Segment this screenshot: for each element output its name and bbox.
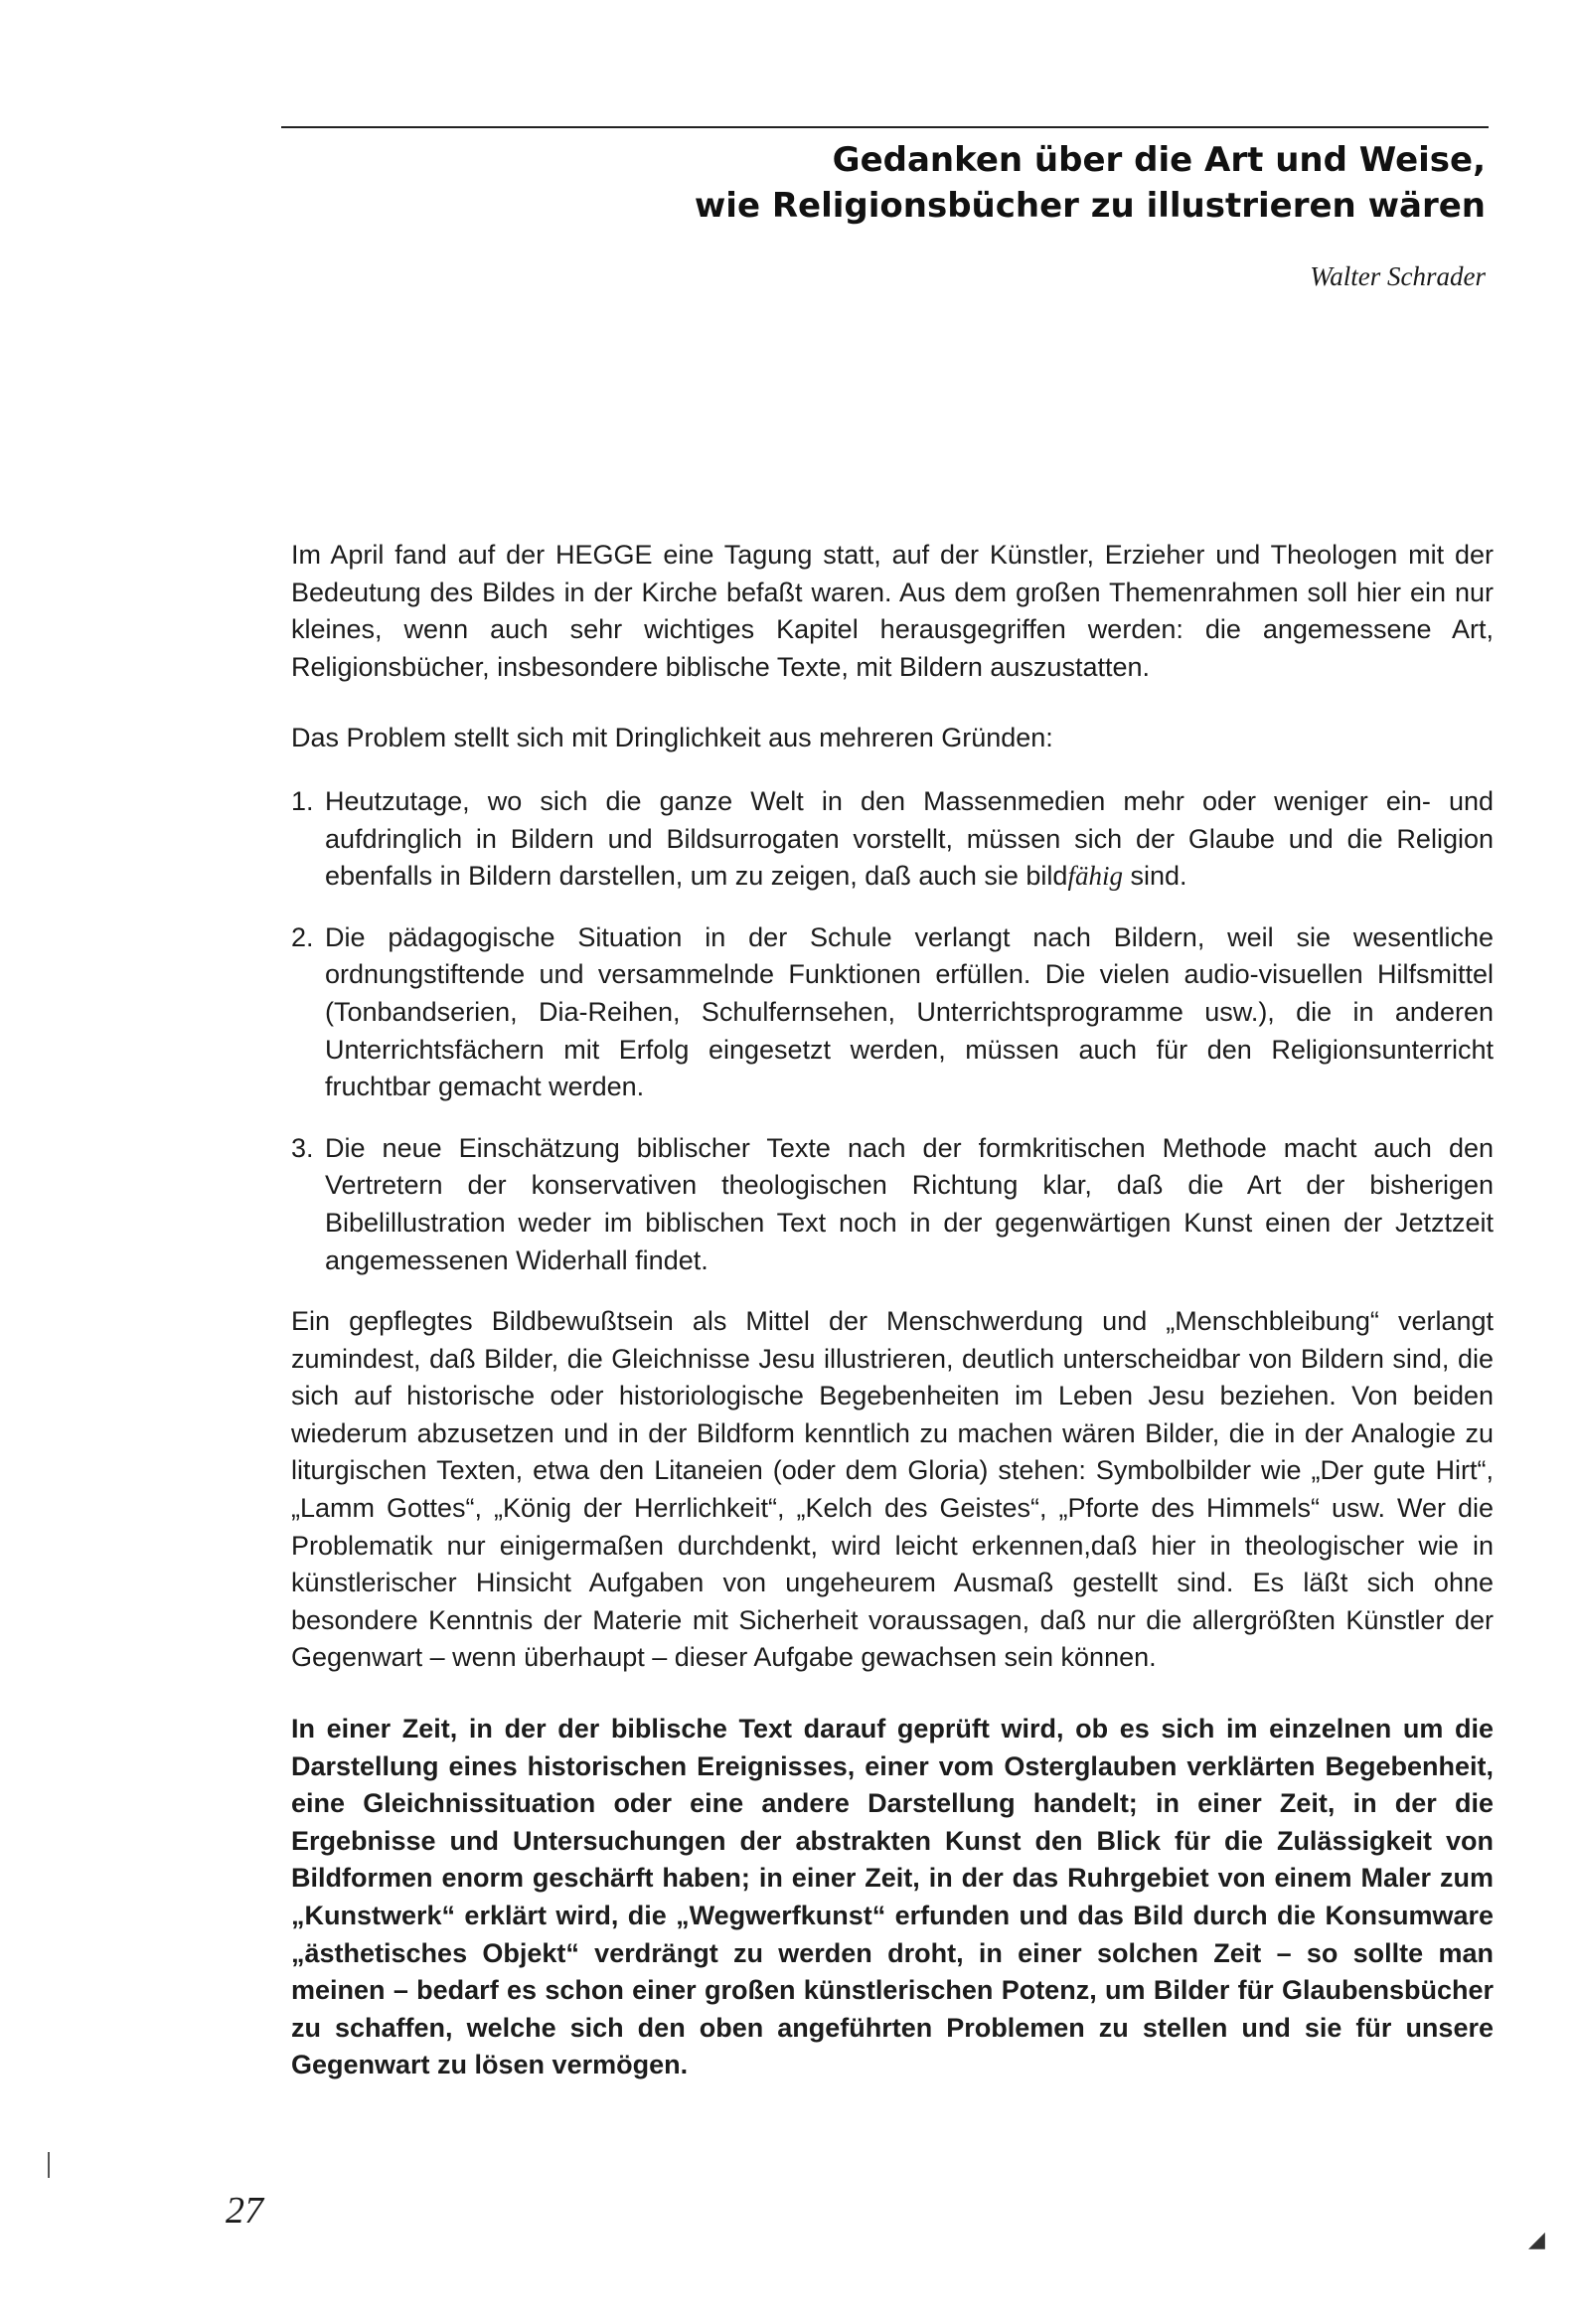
emphasis-text: fähig bbox=[1067, 861, 1123, 892]
list-item-text: Die pädagogische Situation in der Schule verlangt nach Bildern, weil sie wesentliche ordnungstiftende und versammelnde Funktionen erfüllen. Die vielen audio-visuellen Hilfsmittel (Tonbandserien, Dia-Reihen, Schulfernsehen, Unterrichtsprogramme usw.), die in anderen Unterrichtsfächern mit Erfolg eingesetzt werden, müssen auch für den Religionsunterricht fruchtbar gemacht werden. bbox=[325, 921, 1494, 1102]
article-title-line-2: wie Religionsbücher zu illustrieren wären bbox=[694, 186, 1486, 226]
article-author: Walter Schrader bbox=[1310, 261, 1486, 291]
corner-mark: ◢ bbox=[1528, 2227, 1545, 2251]
header-rule bbox=[281, 126, 1489, 128]
list-item-number: 1. bbox=[291, 785, 314, 816]
problem-paragraph: Das Problem stellt sich mit Dringlichkeit aus mehreren Gründen: bbox=[291, 723, 1053, 753]
bildbewusstsein-paragraph: Ein gepflegtes Bildbewußtsein als Mittel der Menschwerdung und „Menschbleibung“ verlangt zumindest, daß Bilder, die Gleichnisse Jesu illustrieren, deutlich unterscheidbar von Bildern sind, die sich auf historische oder historiologische Begebenheiten im Leben Jesu beziehen. Von beiden wiederum abzusetzen und in der Bildform kenntlich zu machen wären Bilder, die in der Analogie zu liturgischen Texten, etwa den Litaneien (oder dem Gloria) stehen: Symbolbilder wie „Der gute Hirt“, „Lamm Gottes“, „König der Herrlichkeit“, „Kelch des Geistes“, „Pforte des Himmels“ usw. Wer die Problematik nur einigermaßen durchdenkt, wird leicht erkennen,daß hier in theologischer wie in künstlerischer Hinsicht Aufgaben von ungeheurem Ausmaß gestellt sind. Es läßt sich ohne besondere Kenntnis der Materie mit Sicherheit voraussagen, daß nur die allergrößten Künstler der Gegenwart – wenn überhaupt – dieser Aufgabe gewachsen sein können. bbox=[291, 1306, 1494, 1673]
list-item bbox=[291, 783, 1494, 896]
article-body bbox=[291, 537, 1494, 2118]
list-item-text: Die neue Einschätzung biblischer Texte nach der formkritischen Methode macht auch den Vertretern der konservativen theologischen Richtung klar, daß die Art der bisherigen Bibelillustration weder im biblischen Text noch in der gegenwärtigen Kunst einen der Jetztzeit angemessenen Widerhall findet. bbox=[325, 1132, 1494, 1275]
list-item bbox=[291, 919, 1494, 1106]
list-item-number: 2. bbox=[291, 921, 314, 952]
intro-paragraph: Im April fand auf der HEGGE eine Tagung statt, auf der Künstler, Erzieher und Theologen mit der Bedeutung des Bildes in der Kirche befaßt waren. Aus dem großen Themenrahmen soll hier ein nur kleines, wenn auch sehr wichtiges Kapitel herausgegriffen werden: die angemessene Art, Religionsbücher, insbesondere biblische Texte, mit Bildern auszustatten. bbox=[291, 540, 1494, 682]
margin-mark bbox=[48, 2152, 50, 2178]
list-item bbox=[291, 1130, 1494, 1279]
list-item-number: 3. bbox=[291, 1132, 314, 1163]
list-item-text-end: sind. bbox=[1122, 861, 1187, 892]
list-item-text: Heutzutage, wo sich die ganze Welt in den Massenmedien mehr oder weniger ein- und aufdringlich in Bildern und Bildsurrogaten vorstellt, müssen sich der Glaube und die Religion ebenfalls in Bildern darstellen, um zu zeigen, daß auch sie bild bbox=[325, 785, 1494, 892]
conclusion-paragraph: In einer Zeit, in der der biblische Text darauf geprüft wird, ob es sich im einzelnen um die Darstellung eines historischen Ereignisses, einer vom Osterglauben verklärten Begebenheit, eine Gleichnissituation oder eine andere Darstellung handelt; in einer Zeit, in der die Ergebnisse und Untersuchungen der abstrakten Kunst den Blick für die Zulässigkeit von Bildformen enorm geschärft haben; in einer Zeit, in der das Ruhrgebiet von einem Maler zum „Kunstwerk“ erklärt wird, die „Wegwerfkunst“ erfunden und das Bild durch die Konsumware „ästhetisches Objekt“ verdrängt zu werden droht, in einer solchen Zeit – so sollte man meinen – bedarf es schon einer großen künstlerischen Potenz, um Bilder für Glaubensbücher zu schaffen, welche sich den oben angeführten Problemen zu stellen und sie für unsere Gegenwart zu lösen vermögen. bbox=[291, 1714, 1494, 2080]
article-title bbox=[695, 137, 1486, 229]
page-number: 27 bbox=[226, 2190, 263, 2232]
article-title-line-1: Gedanken über die Art und Weise, bbox=[832, 140, 1486, 180]
reasons-list bbox=[291, 783, 1494, 1279]
